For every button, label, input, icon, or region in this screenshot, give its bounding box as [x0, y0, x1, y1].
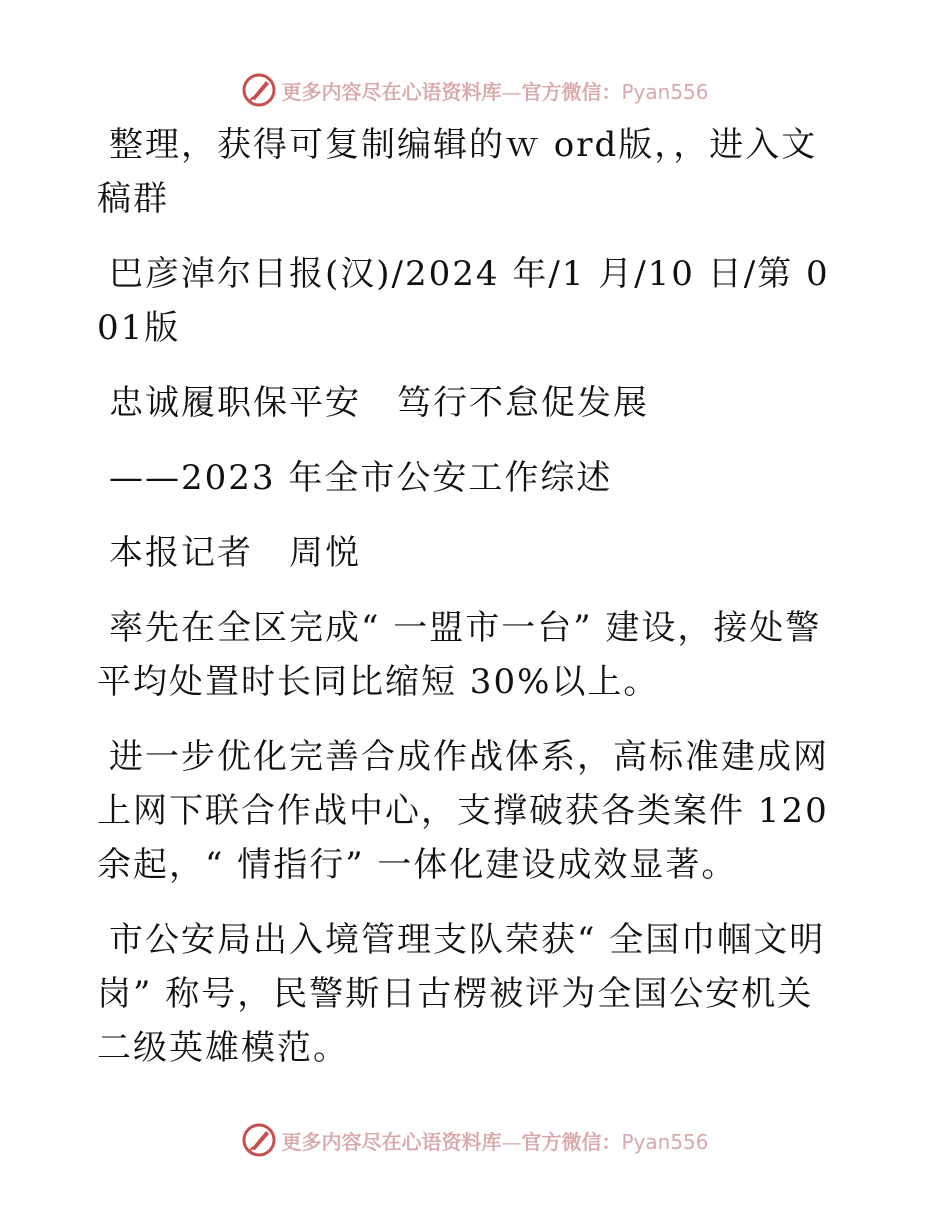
paragraph-body-3: 市公安局出入境管理支队荣获“ 全国巾帼文明岗” 称号，民警斯日古楞被评为全国公安机关二级英雄模范。 — [97, 920, 826, 1068]
watermark-dash: — — [501, 1129, 522, 1154]
footer-watermark — [0, 1120, 950, 1160]
feather-pen-logo-icon — [241, 72, 277, 108]
watermark-brand: 更多内容尽在心语资料库 — [281, 1129, 502, 1154]
watermark-brand: 更多内容尽在心语资料库 — [281, 79, 502, 104]
watermark-official: 官方微信： — [521, 79, 622, 104]
watermark-wechat-id: Pyan556 — [621, 1129, 709, 1154]
article-subtitle: ——2023 年全市公安工作综述 — [109, 458, 613, 498]
paragraph-source: 巴彦淖尔日报(汉)/2024 年/1 月/10 日/第 001版 — [97, 254, 830, 348]
watermark-text — [281, 1126, 708, 1155]
header-watermark — [0, 70, 950, 110]
paragraph-intro: 整理，获得可复制编辑的ｗ ord版，，进入文稿群 — [97, 125, 818, 219]
paragraph-body-2: 进一步优化完善合成作战体系，高标准建成网上网下联合作战中心，支撑破获各类案件 120余起，“ 情指行” 一体化建设成效显著。 — [97, 737, 829, 885]
watermark-dash: — — [501, 79, 522, 104]
article-title: 忠诚履职保平安 笃行不怠促发展 — [109, 383, 649, 423]
watermark-text — [281, 76, 708, 105]
watermark-official: 官方微信： — [521, 1129, 622, 1154]
paragraph-body-1: 率先在全区完成“ 一盟市一台” 建设，接处警平均处置时长同比缩短 30%以上。 — [97, 608, 822, 702]
watermark-wechat-id: Pyan556 — [621, 79, 709, 104]
feather-pen-logo-icon — [241, 1122, 277, 1158]
article-byline: 本报记者 周悦 — [109, 533, 361, 573]
document-body — [97, 118, 837, 1096]
